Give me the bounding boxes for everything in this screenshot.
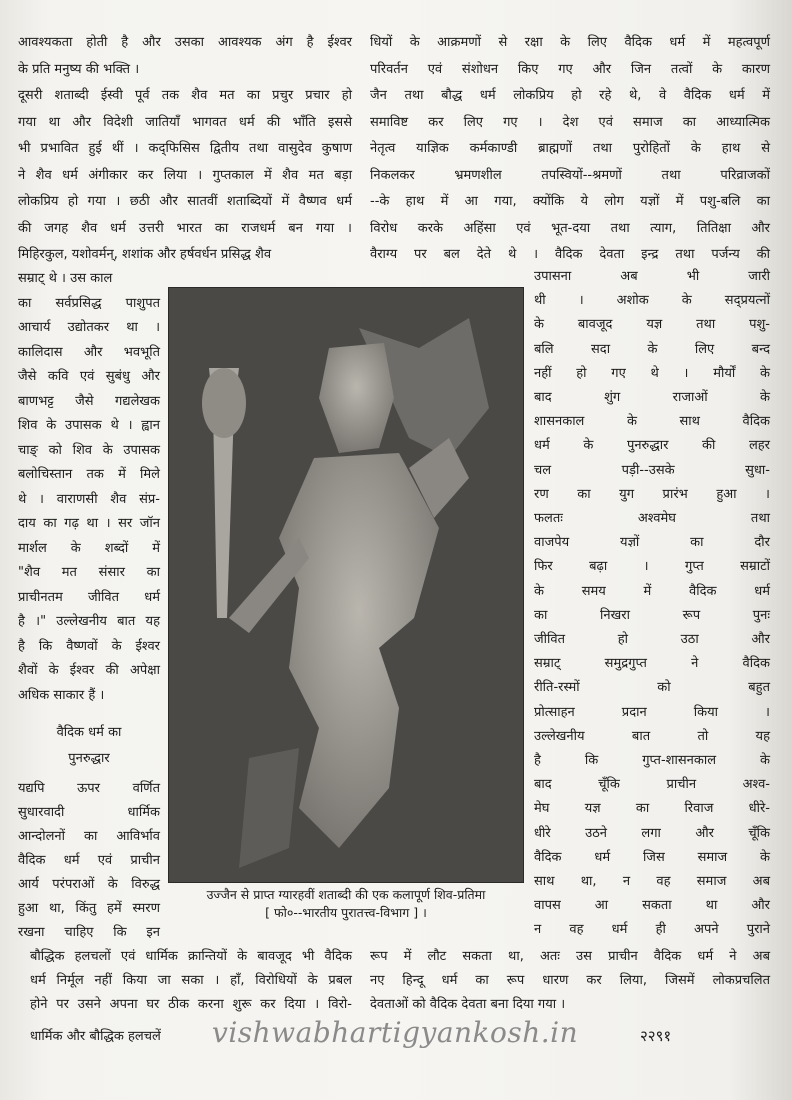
text-line: समाविष्ट कर लिए गए । देश एवं समाज का आध्यात्मिक [370, 114, 770, 130]
text-line: शैवों के ईश्वर की अपेक्षा [18, 663, 160, 678]
text-line: दाय का गढ़ था । सर जॉन [18, 516, 160, 531]
text-line: आन्दोलनों का आविर्भाव [18, 829, 160, 844]
text-line: जीवित हो उठा और [534, 632, 770, 647]
running-text-continuation: धार्मिक और बौद्धिक हलचलें [30, 1029, 161, 1044]
text-line: --के हाथ में आ गया, क्योंकि ये लोग यज्ञों में पशु-बलि का [370, 194, 770, 209]
text-line: प्रोत्साहन प्रदान किया । [534, 704, 770, 720]
text-line: देवताओं को वैदिक देवता बना दिया गया । [370, 997, 566, 1012]
text-line: हुआ था, किंतु हमें स्मरण [18, 901, 160, 916]
text-line: वाजपेय यज्ञों का दौर [534, 535, 770, 551]
heading-line: वैदिक धर्म का [56, 725, 122, 740]
text-line: नेतृत्व याज्ञिक कर्मकाण्डी ब्राह्मणों तथा पुरोहितों के हाथ से [370, 141, 770, 156]
text-line: कालिदास और भवभूति [18, 344, 160, 360]
sculpture-image [169, 288, 523, 882]
text-line: बाद शुंग राजाओं के [534, 390, 770, 405]
text-line: नहीं हो गए थे । मौर्यों के [534, 365, 770, 381]
text-line: न वह धर्म ही अपने पुराने [534, 922, 770, 938]
page-number: २२९१ [640, 1027, 672, 1045]
text-line: मार्शल के शब्दों में [18, 540, 160, 556]
text-line: चाङ् को शिव के उपासक [18, 442, 160, 458]
text-line: होने पर उसने अपना घर ठीक करना शुरू कर दिया । विरो- [30, 997, 352, 1012]
text-line: थे । वाराणसी शैव संप्र- [18, 491, 160, 507]
text-line: रखना चाहिए कि इन [18, 925, 160, 940]
text-line: सम्राट् समुद्रगुप्त ने वैदिक [534, 656, 770, 672]
text-line: है ।" उल्लेखनीय बात यह [18, 614, 160, 629]
text-line: धियों के आक्रमणों से रक्षा के लिए वैदिक धर्म में महत्वपूर्ण [370, 35, 770, 50]
text-line: सुधारवादी धार्मिक [18, 805, 160, 820]
text-line: धर्म के पुनरुद्धार की लहर [534, 438, 770, 454]
text-line: परिवर्तन एवं संशोधन किए गए और जिन तत्वों के कारण [370, 61, 770, 77]
text-line: विरोध करके अहिंसा एवं भूत-दया तथा त्याग, तितिक्षा और [370, 220, 770, 236]
text-line: शिव के उपासक थे । ह्वान [18, 418, 160, 433]
text-line: ने शैव धर्म अंगीकार कर लिया । गुप्तकाल में शैव मत बड़ा [18, 167, 352, 183]
text-line: जैन तथा बौद्ध धर्म लोकप्रिय हो रहे थे, वे वैदिक धर्म में [370, 88, 770, 103]
text-line: वापस आ सकता था और [534, 898, 770, 914]
text-line: रूप में लौट सकता था, अतः उस प्राचीन वैदिक धर्म ने अब [370, 949, 770, 964]
text-line: बाणभट्ट जैसे गद्यलेखक [18, 393, 160, 409]
text-line: फलतः अश्वमेघ तथा [534, 511, 770, 526]
text-line: अधिक साकार हैं । [18, 687, 105, 703]
caption-line-2: [ फो०--भारतीय पुरातत्त्व-विभाग ] । [265, 905, 427, 920]
text-line: शासनकाल के साथ वैदिक [534, 414, 770, 430]
text-line: प्राचीनतम जीवित धर्म [18, 589, 160, 605]
watermark: vishwabhartigyankosh.in [212, 1016, 579, 1049]
text-line: गया था और विदेशी जातियाँ भागवत धर्म की भाँति इससे [18, 114, 352, 130]
text-line: थी । अशोक के सद्प्रयत्नों [534, 293, 770, 309]
text-line: लोकप्रिय हो गया । छठी और सातवीं शताब्दियों में वैष्णव धर्म [18, 194, 352, 209]
shiva-sculpture-photo [168, 287, 524, 883]
text-line: चल पड़ी--उसके सुधा- [534, 462, 770, 478]
text-line: जैसे कवि एवं सुबंधु और [18, 369, 160, 384]
text-line: मिहिरकुल, यशोवर्मन्, शशांक और हर्षवर्धन प्रसिद्ध शैव [18, 247, 272, 262]
text-line: बाद चूँकि प्राचीन अश्व- [534, 777, 770, 793]
text-line: फिर बढ़ा । गुप्त सम्राटों [534, 559, 770, 575]
text-line: के समय में वैदिक धर्म [534, 583, 770, 599]
text-line: भी प्रभावित हुई थीं । कद्फिसिस द्वितीय तथा वासुदेव कुषाण [18, 141, 352, 156]
text-line: का सर्वप्रसिद्ध पाशुपत [18, 295, 160, 311]
text-line: बौद्धिक हलचलों एवं धार्मिक क्रान्तियों के बावजूद भी वैदिक [30, 949, 352, 964]
text-line: बलोचिस्तान तक में मिले [18, 467, 160, 482]
text-line: उपासना अब भी जारी [534, 269, 770, 284]
heading-line: पुनरुद्धार [68, 751, 110, 766]
text-line: नए हिन्दू धर्म का रूप धारण कर लिया, जिसमें लोकप्रचलित [370, 973, 770, 988]
text-line: निकलकर भ्रमणशील तपस्वियों--श्रमणों तथा परिव्राजकों [370, 167, 770, 183]
text-line: "शैव मत संसार का [18, 565, 160, 580]
text-line: आर्य परंपराओं के विरुद्ध [18, 877, 160, 892]
text-line: की जगह शैव धर्म उत्तरी भारत का राजधर्म बन गया । [18, 220, 352, 236]
text-line: यद्यपि ऊपर वर्णित [18, 781, 160, 796]
text-line: रण का युग प्रारंभ हुआ । [534, 486, 770, 502]
text-line: दूसरी शताब्दी ईस्वी पूर्व तक शैव मत का प्रचुर प्रचार हो [18, 88, 352, 103]
text-line: बलि सदा के लिए बन्द [534, 341, 770, 357]
text-line: उल्लेखनीय बात तो यह [534, 728, 770, 744]
text-line: आवश्यकता होती है और उसका आवश्यक अंग है ईश्वर [18, 35, 352, 50]
text-line: रीति-रस्मों को बहुत [534, 680, 770, 696]
text-line: धीरे उठने लगा और चूँकि [534, 825, 770, 841]
caption-line-1: उज्जैन से प्राप्त ग्यारहवीं शताब्दी की एक कलापूर्ण शिव-प्रतिमा [206, 887, 486, 902]
figure-caption [168, 886, 524, 922]
text-line: का निखरा रूप पुनः [534, 607, 770, 623]
text-line: के बावजूद यज्ञ तथा पशु- [534, 317, 770, 333]
text-line: है कि गुप्त-शासनकाल के [534, 753, 770, 768]
text-line: सम्राट् थे । उस काल [18, 271, 113, 286]
text-line: के प्रति मनुष्य की भक्ति । [18, 61, 140, 77]
text-line: धर्म निर्मूल नहीं किया जा सका । हाँ, विरोधियों के प्रबल [30, 973, 352, 988]
text-line: वैराग्य पर बल देते थे । वैदिक देवता इन्द्र तथा पर्जन्य की [370, 247, 770, 262]
text-line: साथ था, न वह समाज अब [534, 874, 770, 889]
text-line: वैदिक धर्म जिस समाज के [534, 849, 770, 865]
text-line: मेघ यज्ञ का रिवाज धीरे- [534, 801, 770, 817]
text-line: आचार्य उद्योतकर था । [18, 320, 160, 335]
text-line: वैदिक धर्म एवं प्राचीन [18, 853, 160, 868]
text-line: है कि वैष्णवों के ईश्वर [18, 638, 160, 654]
